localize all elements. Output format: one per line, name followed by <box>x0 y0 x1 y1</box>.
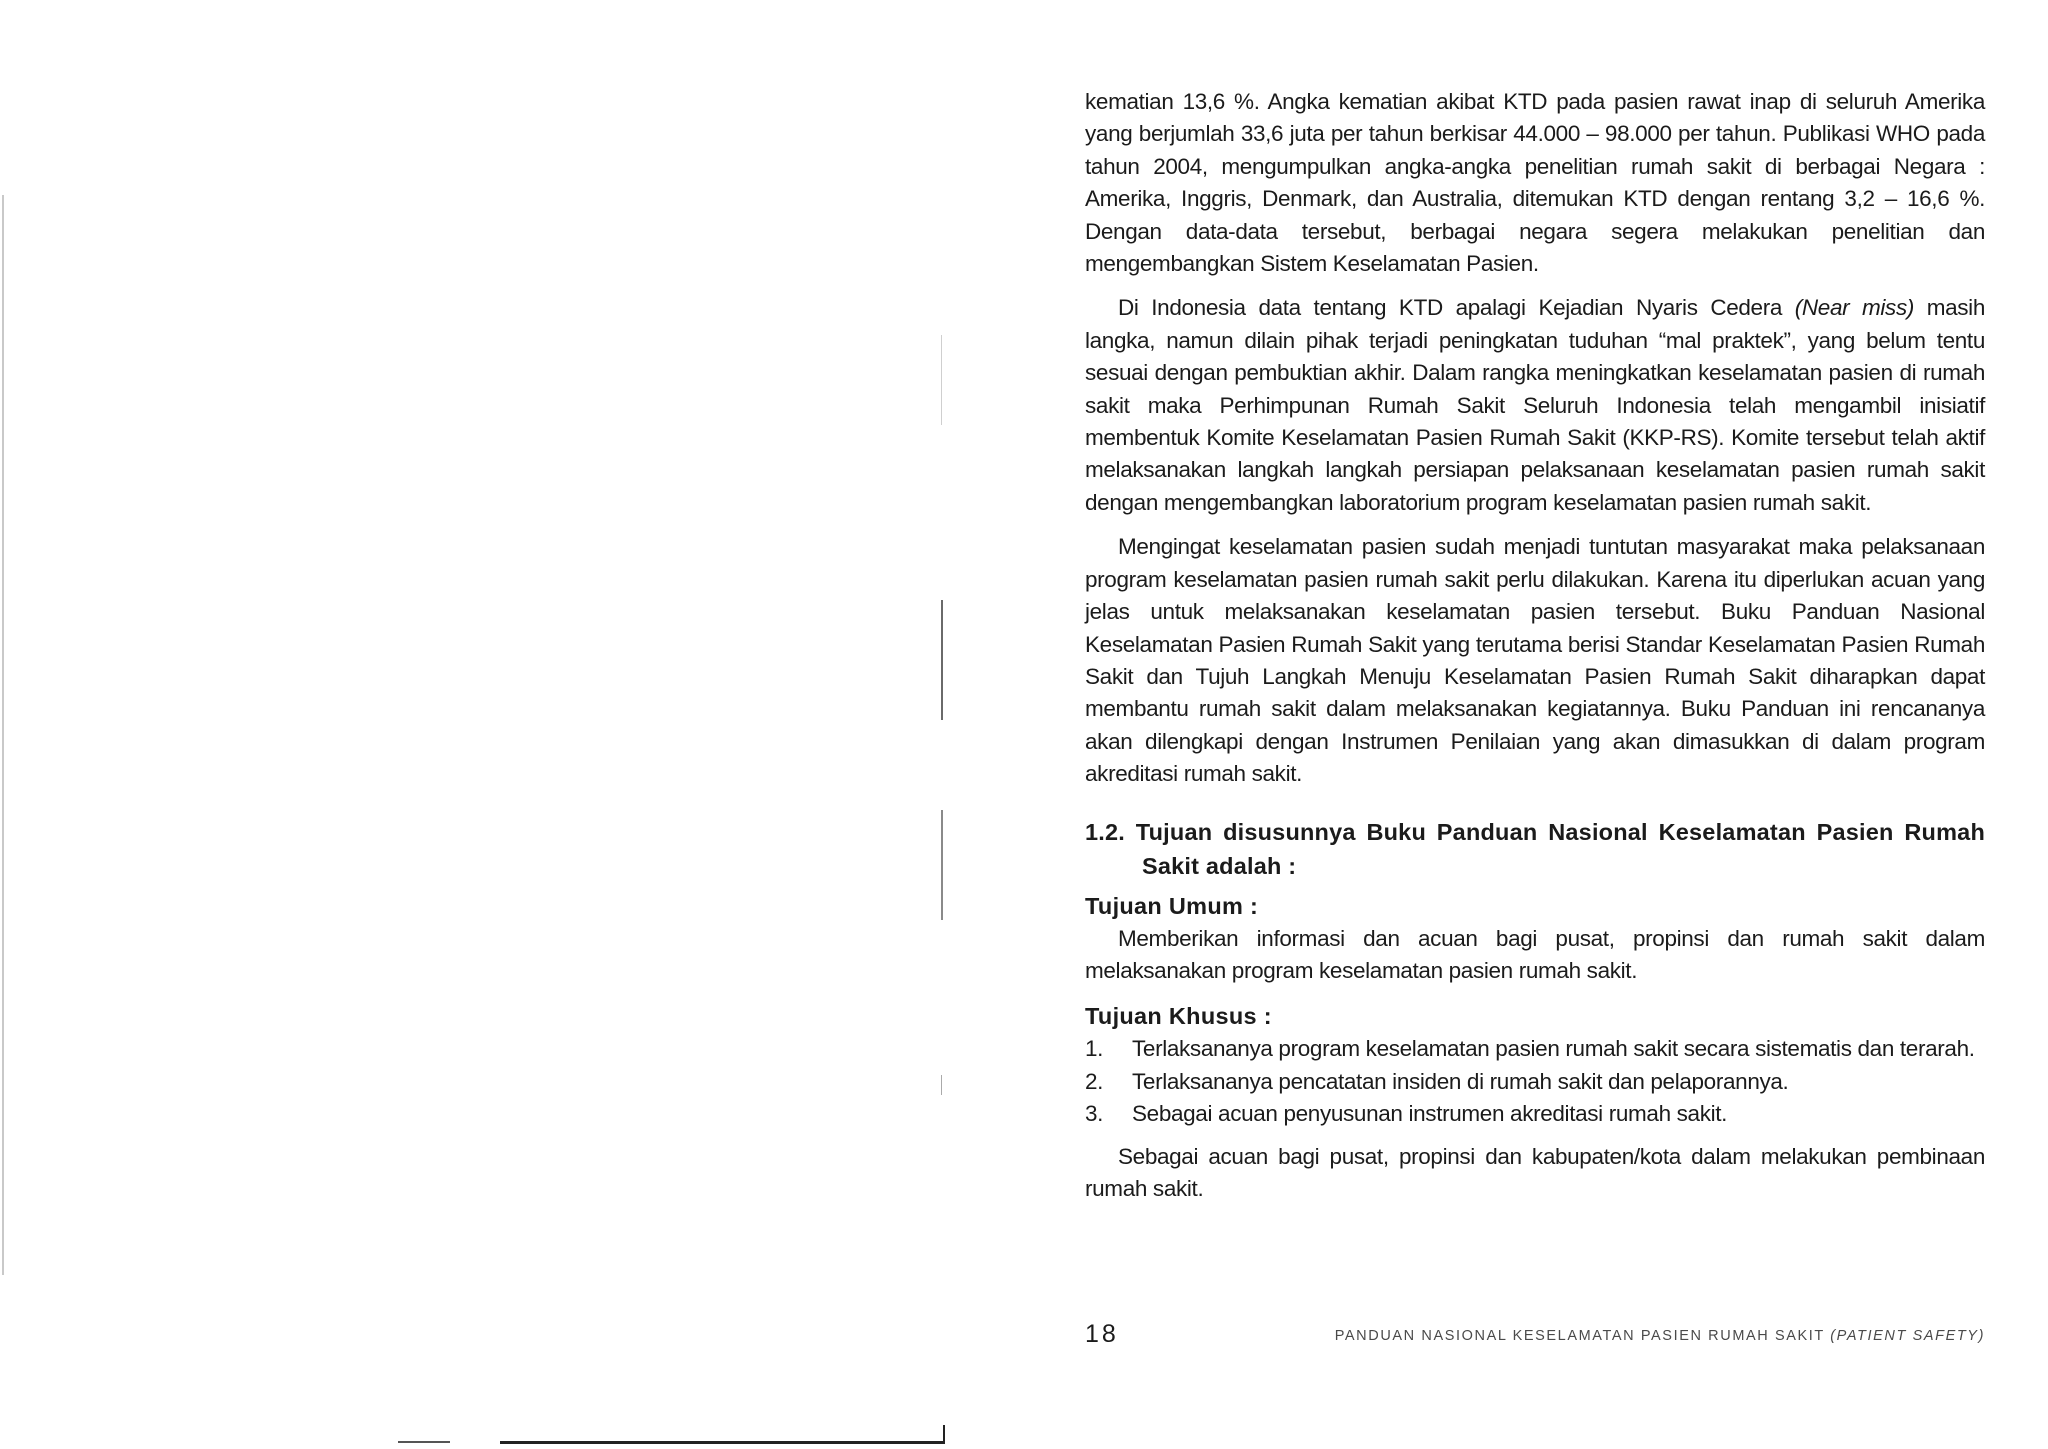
scan-bottom-line <box>500 1441 945 1444</box>
list-item <box>1085 1098 1985 1130</box>
closing-paragraph: Sebagai acuan bagi pusat, propinsi dan kabupaten/kota dalam melakukan pembinaan rumah sakit. <box>1085 1143 1985 1201</box>
list-item-text: Sebagai acuan penyusunan instrumen akreditasi rumah sakit. <box>1132 1101 1728 1127</box>
specific-objective-list <box>1085 1033 1985 1130</box>
general-objective-text: Memberikan informasi dan acuan bagi pusat, propinsi dan rumah sakit dalam melaksanakan program keselamatan pasien rumah sakit. <box>1085 925 1985 983</box>
scan-bottom-line <box>398 1441 450 1443</box>
near-miss-term: (Near miss) <box>1794 295 1914 321</box>
list-item-number: 3. <box>1085 1101 1104 1127</box>
gutter-mark <box>941 810 943 920</box>
scan-bottom-tick <box>943 1425 945 1444</box>
paragraph-1: kematian 13,6 %. Angka kematian akibat KTD pada pasien rawat inap di seluruh Amerika yang berjumlah 33,6 juta per tahun berkisar 44.000 – 98.000 per tahun. Publikasi WHO pada tahun 2004, mengumpulkan angka-angka penelitian rumah sakit di berbagai Negara : Amerika, Inggris, Denmark, dan Australia, ditemukan KTD dengan rentang 3,2 – 16,6 %. Dengan data-data tersebut, berbagai negara segera melakukan penelitian dan mengembangkan Sistem Keselamatan Pasien. <box>1085 89 1985 277</box>
list-item <box>1085 1033 1985 1065</box>
gutter-mark <box>941 335 942 425</box>
page-number: 18 <box>1085 1320 1119 1348</box>
page-footer <box>1085 1320 1985 1354</box>
list-item <box>1085 1066 1985 1098</box>
running-title-text: PANDUAN NASIONAL KESELAMATAN PASIEN RUMAH SAKIT <box>1334 1328 1831 1344</box>
general-objective-heading: Tujuan Umum : <box>1085 892 1259 919</box>
list-item-number: 1. <box>1085 1036 1104 1062</box>
gutter-mark <box>941 600 943 720</box>
list-item-number: 2. <box>1085 1068 1104 1094</box>
specific-objective-heading: Tujuan Khusus : <box>1085 1003 1272 1030</box>
list-item-text: Terlaksananya pencatatan insiden di rumah sakit dan pelaporannya. <box>1132 1068 1789 1094</box>
paragraph-2-rest: masih langka, namun dilain pihak terjadi peningkatan tuduhan “mal praktek”, yang belum tentu sesuai dengan pembuktian akhir. Dalam rangka meningkatkan keselamatan pasien di rumah sakit maka Perhimpunan Rumah Sakit Seluruh Indonesia telah mengambil inisiatif membentuk Komite Keselamatan Pasien Rumah Sakit (KKP-RS). Komite tersebut telah aktif melaksanakan langkah langkah persiapan pelaksanaan keselamatan pasien rumah sakit dengan mengembangkan laboratorium program keselamatan pasien rumah sakit. <box>1085 295 1985 515</box>
paragraph-3: Mengingat keselamatan pasien sudah menjadi tuntutan masyarakat maka pelaksanaan program keselamatan pasien rumah sakit perlu dilakukan. Karena itu diperlukan acuan yang jelas untuk melaksanakan keselamatan pasien tersebut. Buku Panduan Nasional Keselamatan Pasien Rumah Sakit yang terutama berisi Standar Keselamatan Pasien Rumah Sakit dan Tujuh Langkah Menuju Keselamatan Pasien Rumah Sakit diharapkan dapat membantu rumah sakit dalam melaksanakan kegiatannya. Buku Panduan ini rencananya akan dilengkapi dengan Instrumen Penilaian yang akan dimasukkan di dalam program akreditasi rumah sakit. <box>1085 534 1985 787</box>
running-title-italic: (PATIENT SAFETY) <box>1830 1328 1985 1344</box>
list-item-text: Terlaksananya program keselamatan pasien rumah sakit secara sistematis dan terarah. <box>1132 1036 1975 1062</box>
book-page <box>1085 86 1985 1217</box>
running-title <box>1335 1328 1985 1344</box>
paragraph-2-start: Di Indonesia data tentang KTD apalagi Kejadian Nyaris Cedera <box>1118 295 1795 321</box>
section-heading: 1.2. Tujuan disusunnya Buku Panduan Nasional Keselamatan Pasien Rumah Sakit adalah : <box>1085 818 1985 879</box>
scan-left-edge <box>2 195 4 1275</box>
gutter-mark <box>941 1075 942 1095</box>
paragraph-2 <box>1085 292 1985 519</box>
